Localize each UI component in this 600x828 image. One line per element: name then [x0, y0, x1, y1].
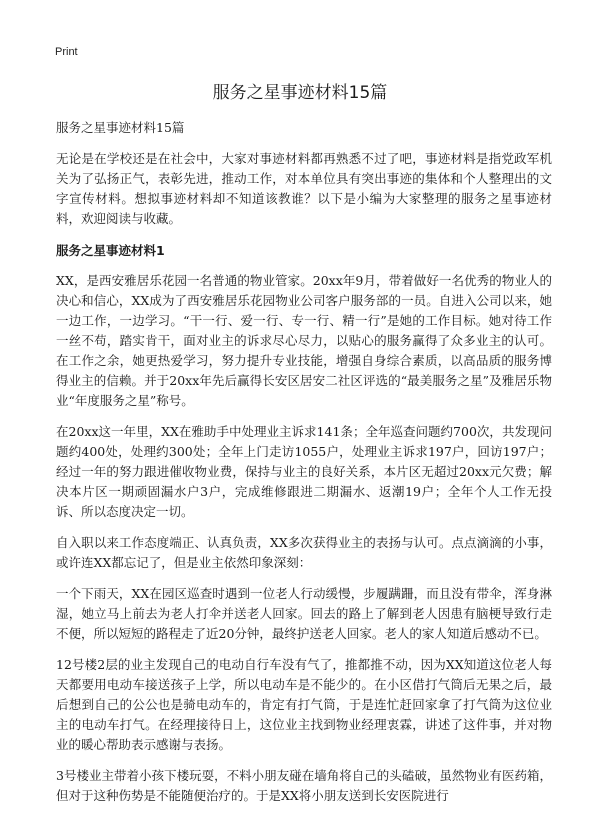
section-heading: 服务之星事迹材料1: [56, 243, 165, 258]
document-subtitle: 服务之星事迹材料15篇: [56, 120, 185, 135]
body-paragraph: 3号楼业主带着小孩下楼玩耍，不料小朋友碰在墙角将自己的头磕破，虽然物业有医药箱，但对于这种伤势是不能随便治疗的。于是XX将小朋友送到长安医院进行: [56, 768, 552, 803]
body-paragraph: 在20xx这一年里，XX在雅助手中处理业主诉求141条；全年巡查问题约700次，共发现问题约400处，处理约300处；全年上门走访1055户，处理业主诉求197户，回访197户；经过一年的努力跟进催收物业费，保持与业主的良好关系，本片区无超过20xx元欠费；解决本片区一期顽固漏水户3户，完成维修跟进二期漏水、返潮19户；全年个人工作无投诉、所以态度决定一切。: [56, 424, 552, 519]
body-paragraph: 12号楼2层的业主发现自己的电动自行车没有气了，推都推不动，因为XX知道这位老人每天都要用电动车接送孩子上学，所以电动车是不能少的。在小区借打气筒后无果之后，最后想到自己的公公也是骑电动车的，肯定有打气筒，于是连忙赶回家拿了打气筒为这位业主的电动车打气。在经理接待日上，这位业主找到物业经理衷霖，讲述了这件事，并对物业的暖心帮助表示感谢与表扬。: [56, 657, 552, 752]
print-link[interactable]: Print: [55, 46, 78, 58]
body-paragraph: XX，是西安雅居乐花园一名普通的物业管家。20xx年9月，带着做好一名优秀的物业人的决心和信心，XX成为了西安雅居乐花园物业公司客户服务部的一员。自进入公司以来，她一边工作，一边学习。“干一行、爱一行、专一行、精一行”是她的工作目标。她对待工作一丝不苟，踏实肯干，面对业主的诉求尽心尽力，以贴心的服务赢得了众多业主的认可。在工作之余，她更热爱学习，努力提升专业技能，增强自身综合素质，以高品质的服务博得业主的信赖。并于20xx年先后赢得长安区居安二社区评选的“最美服务之星”及雅居乐物业“年度服务之星”称号。: [56, 273, 552, 408]
body-paragraph: 自入职以来工作态度端正、认真负责，XX多次获得业主的表扬与认可。点点滴滴的小事，或许连XX都忘记了，但是业主依然印象深刻：: [56, 535, 552, 570]
body-paragraph: 一个下雨天，XX在园区巡查时遇到一位老人行动缓慢，步履蹒跚，而且没有带伞，浑身淋湿，她立马上前去为老人打伞并送老人回家。回去的路上了解到老人因患有脑梗导致行走不便，所以短短的路程走了近20分钟，最终护送老人回家。老人的家人知道后感动不已。: [56, 586, 552, 641]
document-body: [56, 118, 552, 817]
intro-paragraph: 无论是在学校还是在社会中，大家对事迹材料都再熟悉不过了吧，事迹材料是指党政军机关为了弘扬正气，表彰先进，推动工作，对本单位具有突出事迹的集体和个人整理出的文字宣传材料。想拟事迹材料却不知道该教谁？以下是小编为大家整理的服务之星事迹材料，欢迎阅读与收藏。: [56, 151, 552, 226]
document-title: 服务之星事迹材料15篇: [212, 83, 388, 103]
